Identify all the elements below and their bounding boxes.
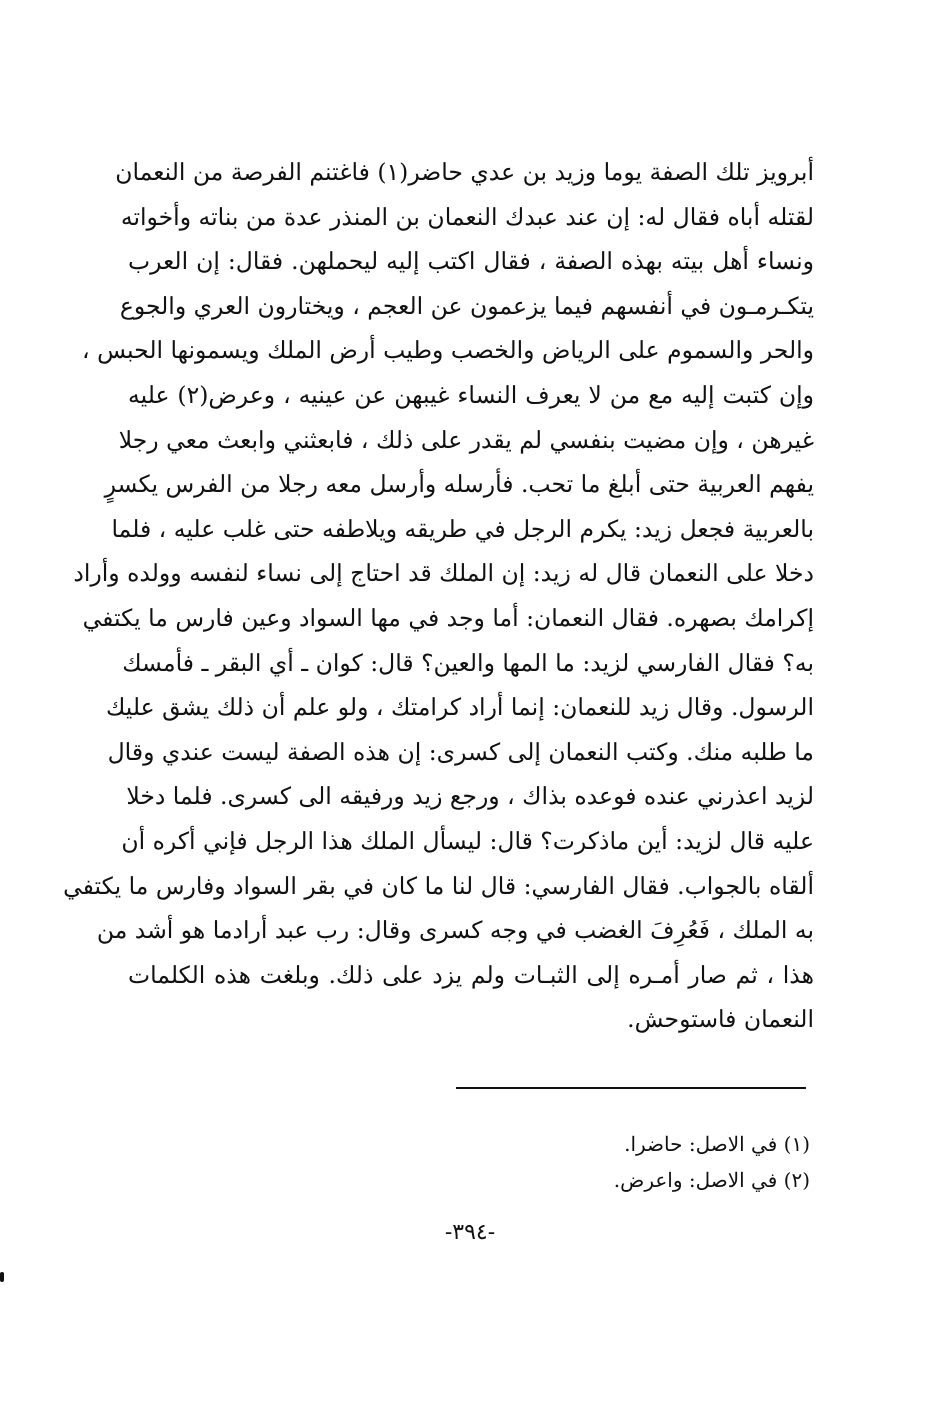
footnotes xyxy=(470,1126,810,1198)
text-line: إكرامك بصهره. فقال النعمان: أما وجد في مها السواد وعين فارس ما يكتفي xyxy=(82,603,814,632)
text-line: يفهم العربية حتى أبلغ ما تحب. فأرسله وأرسل معه رجلا من الفرس يكسرٍ xyxy=(104,470,814,499)
text-line: لقتله أباه فقال له: إن عند عبدك النعمان بن المنذر عدة من بناته وأخواته xyxy=(120,202,814,231)
text-line: ما طلبه منك. وكتب النعمان إلى كسرى: إن هذه الصفة ليست عندي وقال xyxy=(107,737,814,766)
scan-edge-mark xyxy=(0,1272,4,1282)
text-line: والحر والسموم على الرياض والخصب وطيب أرض الملك ويسمونها الحبس ، xyxy=(82,336,814,365)
text-line-last: النعمان فاستوحش. xyxy=(627,1005,814,1034)
text-line: غيرهن ، وإن مضيت بنفسي لم يقدر على ذلك ، فابعثني وابعث معي رجلا xyxy=(118,425,814,454)
text-line: هذا ، ثم صار أمـره إلى الثبـات ولم يزد على ذلك. وبلغت هذه الكلمات xyxy=(128,960,814,989)
text-line: ونساء أهل بيته بهذه الصفة ، فقال اكتب إليه ليحملهن. فقال: إن العرب xyxy=(128,247,814,276)
footnote-separator xyxy=(456,1087,806,1089)
footnote-1: (١) في الاصل: حاضرا. xyxy=(624,1132,810,1156)
text-line: عليه قال لزيد: أين ماذكرت؟ قال: ليسأل الملك هذا الرجل فإني أكره أن xyxy=(121,826,814,855)
text-line: دخلا على النعمان قال له زيد: إن الملك قد احتاج إلى نساء لنفسه وولده وأراد xyxy=(73,559,814,588)
text-line: وإن كتبت إليه مع من لا يعرف النساء غيبهن عن عينيه ، وعرض(٢) عليه xyxy=(128,380,814,409)
text-line: بالعربية فجعل زيد: يكرم الرجل في طريقه ويلاطفه حتى غلب عليه ، فلما xyxy=(111,514,814,543)
text-line: به الملك ، فَعُرِفَ الغضب في وجه كسرى وقال: رب عبد أرادما هو أشد من xyxy=(96,916,814,945)
text-line: لزيد اعذرني عنده فوعده بذاك ، ورجع زيد ورفيقه الى كسرى. فلما دخلا xyxy=(126,782,814,811)
text-line: به؟ فقال الفارسي لزيد: ما المها والعين؟ قال: كوان ـ أي البقر ـ فأمسك xyxy=(122,648,814,677)
text-line: الرسول. وقال زيد للنعمان: إنما أراد كرامتك ، ولو علم أن ذلك يشق عليك xyxy=(105,693,814,722)
text-line: ألقاه بالجواب. فقال الفارسي: قال لنا ما كان في بقر السواد وفارس ما يكتفي xyxy=(63,871,814,900)
text-line: أبرويز تلك الصفة يوما وزيد بن عدي حاضر(١) فاغتنم الفرصة من النعمان xyxy=(115,158,814,186)
text-line: يتكـرمـون في أنفسهم فيما يزعمون عن العجم ، ويختارون العري والجوع xyxy=(119,291,814,320)
page-number: -٣٩٤- xyxy=(444,1220,496,1245)
footnote-2: (٢) في الاصل: واعرض. xyxy=(613,1168,810,1192)
main-text-block xyxy=(63,150,814,1042)
